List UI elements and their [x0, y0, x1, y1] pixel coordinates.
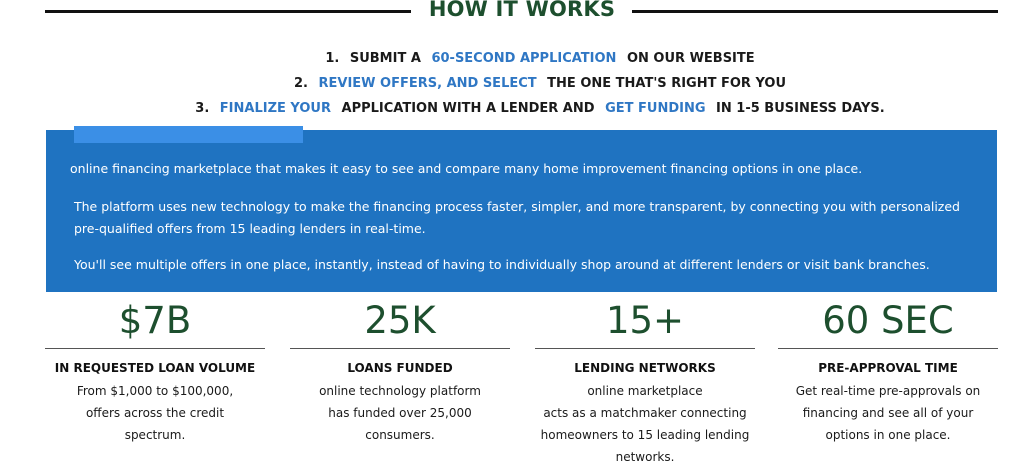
- stat-description-line: acts as a matchmaker connecting: [543, 406, 747, 420]
- stat-description-line: From $1,000 to $100,000,: [76, 384, 234, 398]
- stat-description: [45, 380, 265, 446]
- step-number: 1.: [325, 51, 340, 66]
- step-highlight: 60-SECOND APPLICATION: [431, 51, 617, 66]
- step-number: 2.: [293, 76, 308, 91]
- stat-value: 60 SEC: [822, 299, 954, 342]
- step-text: IN 1-5 BUSINESS DAYS.: [716, 101, 885, 116]
- stat-loans-funded: [290, 296, 510, 446]
- stat-lending-networks: [535, 296, 755, 468]
- stat-value: 15+: [605, 299, 685, 342]
- stat-label: PRE-APPROVAL TIME: [818, 361, 958, 375]
- panel-offers-text: You'll see multiple offers in one place, instantly, instead of having to individually shop around at different lenders or visit bank branches.: [74, 257, 930, 272]
- section-title: HOW IT WORKS: [428, 0, 616, 21]
- stat-description-line: financing and see all of your: [802, 406, 974, 420]
- stat-description: [535, 380, 755, 468]
- step-text: SUBMIT A: [349, 51, 421, 66]
- step-highlight: REVIEW OFFERS, AND SELECT: [318, 76, 537, 91]
- panel-tab-highlight: [74, 126, 303, 143]
- stat-label: IN REQUESTED LOAN VOLUME: [54, 361, 256, 375]
- stat-label: LOANS FUNDED: [347, 361, 453, 375]
- step-text: THE ONE THAT'S RIGHT FOR YOU: [547, 76, 787, 91]
- step-highlight: GET FUNDING: [605, 101, 706, 116]
- stat-divider: [290, 348, 510, 349]
- stat-description-line: online technology platform: [319, 384, 481, 398]
- step-3: [0, 96, 1024, 121]
- stat-value: $7B: [118, 299, 192, 342]
- stat-loan-volume: [45, 296, 265, 446]
- step-number: 3.: [195, 101, 210, 116]
- info-panel: [46, 130, 997, 292]
- stat-label: LENDING NETWORKS: [574, 361, 716, 375]
- stat-divider: [535, 348, 755, 349]
- stat-description-line: online marketplace: [587, 384, 703, 398]
- step-1: [0, 46, 1024, 71]
- panel-platform-text: The platform uses new technology to make the financing process faster, simpler, and more transparent, by connecting you with personalized pre-qualified offers from 15 leading lenders in real-time.: [74, 199, 960, 236]
- stat-description-line: spectrum.: [124, 428, 186, 442]
- stat-description-line: homeowners to 15 leading lending: [540, 428, 750, 442]
- steps-list: [0, 46, 1024, 121]
- step-2: [0, 71, 1024, 96]
- stat-pre-approval-time: [778, 296, 998, 446]
- stat-description-line: networks.: [615, 450, 675, 464]
- stat-divider: [45, 348, 265, 349]
- stat-value: 25K: [364, 299, 436, 342]
- stat-description-line: has funded over 25,000: [328, 406, 472, 420]
- stat-divider: [778, 348, 998, 349]
- stat-description-line: consumers.: [365, 428, 435, 442]
- panel-intro-text: online financing marketplace that makes it easy to see and compare many home improvement financing options in one place.: [70, 161, 863, 176]
- stat-description: [290, 380, 510, 446]
- step-highlight: FINALIZE YOUR: [219, 101, 331, 116]
- stat-description: [778, 380, 998, 446]
- stat-description-line: offers across the credit: [85, 406, 225, 420]
- stat-description-line: Get real-time pre-approvals on: [795, 384, 981, 398]
- step-text: ON OUR WEBSITE: [626, 51, 755, 66]
- stat-description-line: options in one place.: [825, 428, 951, 442]
- step-text: APPLICATION WITH A LENDER AND: [341, 101, 595, 116]
